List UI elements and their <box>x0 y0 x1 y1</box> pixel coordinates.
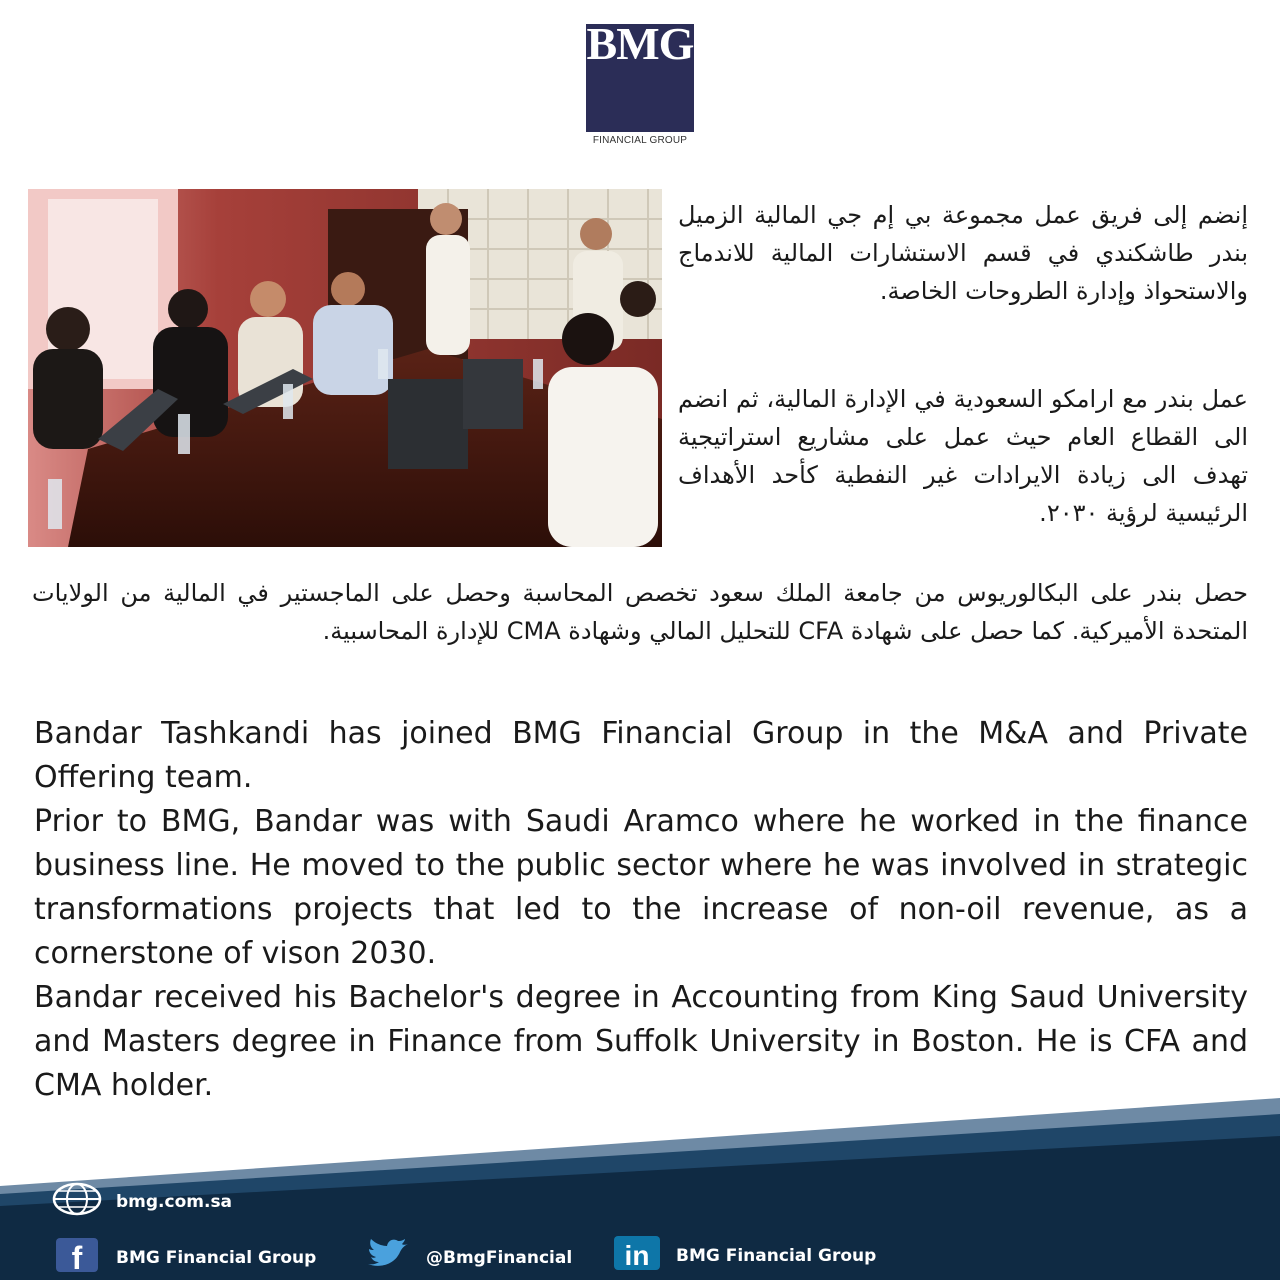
logo-mark: BMG <box>586 18 694 69</box>
logo-subtitle: FINANCIAL GROUP <box>592 135 688 146</box>
english-paragraph-3: Bandar received his Bachelor's degree in Accounting from King Saud University and Masters degree in Finance from Suffolk University in Boston. He is CFA and CMA holder. <box>34 980 1248 1103</box>
english-body <box>34 712 1248 1108</box>
svg-text:in: in <box>624 1240 650 1270</box>
arabic-paragraph-3 <box>32 574 1248 650</box>
arabic-text-3: حصل بندر على البكالوريوس من جامعة الملك سعود تخصص المحاسبة وحصل على الماجستير في المالية من الولايات المتحدة الأميركية. كما حصل على شهادة CFA للتحليل المالي وشهادة CMA للإدارة المحاسبية. <box>32 579 1248 645</box>
twitter-text: @BmgFinancial <box>426 1247 573 1268</box>
english-paragraph-2: Prior to BMG, Bandar was with Saudi Aramco where he worked in the finance business line. He moved to the public sector where he was involved in strategic transformations projects that led to the increase of non-oil revenue, as a cornerstone of vison 2030. <box>34 804 1248 971</box>
arabic-paragraph-1 <box>678 196 1248 310</box>
team-photo <box>28 189 662 547</box>
globe-icon <box>52 1182 102 1221</box>
english-paragraph-1: Bandar Tashkandi has joined BMG Financial Group in the M&A and Private Offering team. <box>34 716 1248 795</box>
footer <box>0 1096 1280 1280</box>
footer-facebook[interactable] <box>52 1238 316 1277</box>
footer-website[interactable] <box>52 1182 232 1221</box>
arabic-text-2: عمل بندر مع ارامكو السعودية في الإدارة المالية، ثم انضم الى القطاع العام حيث عمل على مشاريع استراتيجية تهدف الى زيادة الايرادات غير النفطية كأحد الأهداف الرئيسية لرؤية ٢٠٣٠. <box>678 385 1248 527</box>
facebook-text: BMG Financial Group <box>116 1247 317 1268</box>
facebook-icon <box>52 1238 102 1277</box>
footer-twitter[interactable] <box>364 1238 572 1277</box>
bmg-logo <box>586 18 694 146</box>
arabic-text-1: إنضم إلى فريق عمل مجموعة بي إم جي المالية الزميل بندر طاشكندي في قسم الاستشارات المالية للاندماج والاستحواذ وإدارة الطروحات الخاصة. <box>678 201 1248 305</box>
arabic-paragraph-2 <box>678 380 1248 532</box>
logo-box <box>586 18 694 132</box>
svg-text:f: f <box>71 1240 83 1272</box>
twitter-bird-icon <box>364 1238 412 1277</box>
linkedin-icon <box>612 1236 662 1275</box>
footer-linkedin[interactable] <box>612 1236 876 1275</box>
linkedin-text: BMG Financial Group <box>676 1245 877 1266</box>
website-text: bmg.com.sa <box>116 1191 233 1212</box>
